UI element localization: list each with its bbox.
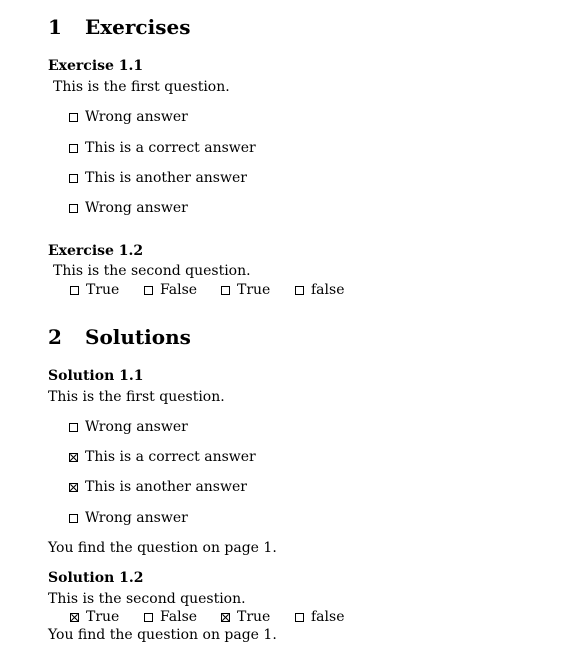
question-text: This is the second question. <box>48 591 246 607</box>
option-label: True <box>86 282 120 298</box>
checkbox[interactable] <box>221 613 230 622</box>
option-label: Wrong answer <box>85 200 188 216</box>
option-label: Wrong answer <box>85 109 188 125</box>
option-label: True <box>86 609 120 625</box>
option-label: False <box>160 609 198 625</box>
checkbox[interactable] <box>70 613 79 622</box>
option-label: False <box>160 282 198 298</box>
answer-option[interactable] <box>70 609 119 625</box>
option-label: false <box>311 282 345 298</box>
checkbox[interactable] <box>69 483 78 492</box>
option-label: This is another answer <box>85 170 247 186</box>
answer-option[interactable] <box>69 449 256 465</box>
checkbox[interactable] <box>69 453 78 462</box>
answer-option[interactable] <box>221 609 270 625</box>
question-text: This is the second question. <box>53 263 251 279</box>
answer-option[interactable] <box>144 609 197 625</box>
answer-option[interactable] <box>69 419 188 435</box>
answer-option[interactable] <box>221 282 270 298</box>
answer-option[interactable] <box>69 109 188 125</box>
section-number: 1 <box>48 15 62 39</box>
checkbox[interactable] <box>144 613 153 622</box>
option-label: This is a correct answer <box>85 140 256 156</box>
checkbox[interactable] <box>69 423 78 432</box>
section-heading-exercises <box>48 15 190 39</box>
section-title: Solutions <box>85 325 191 349</box>
option-label: false <box>311 609 345 625</box>
option-label: Wrong answer <box>85 510 188 526</box>
page-reference: You find the question on page 1. <box>48 627 277 643</box>
question-text: This is the first question. <box>53 79 230 95</box>
answer-option[interactable] <box>69 170 247 186</box>
checkbox[interactable] <box>295 286 304 295</box>
checkbox[interactable] <box>70 286 79 295</box>
option-label: This is a correct answer <box>85 449 256 465</box>
option-label: True <box>237 609 271 625</box>
exercise-heading: Exercise 1.2 <box>48 243 144 259</box>
checkbox[interactable] <box>69 144 78 153</box>
solution-heading: Solution 1.2 <box>48 570 144 586</box>
answer-option[interactable] <box>69 510 188 526</box>
checkbox[interactable] <box>69 174 78 183</box>
solution-heading: Solution 1.1 <box>48 368 144 384</box>
answer-option[interactable] <box>69 479 247 495</box>
question-text: This is the first question. <box>48 389 225 405</box>
checkbox[interactable] <box>69 204 78 213</box>
section-number: 2 <box>48 325 62 349</box>
option-label: This is another answer <box>85 479 247 495</box>
answer-option[interactable] <box>295 282 344 298</box>
section-title: Exercises <box>85 15 191 39</box>
exercise-heading: Exercise 1.1 <box>48 58 144 74</box>
section-heading-solutions <box>48 325 191 349</box>
answer-option[interactable] <box>69 140 256 156</box>
checkbox[interactable] <box>221 286 230 295</box>
checkbox[interactable] <box>295 613 304 622</box>
page-reference: You find the question on page 1. <box>48 540 277 556</box>
answer-option[interactable] <box>295 609 344 625</box>
checkbox[interactable] <box>69 514 78 523</box>
checkbox[interactable] <box>144 286 153 295</box>
option-label: True <box>237 282 271 298</box>
checkbox[interactable] <box>69 113 78 122</box>
answer-option[interactable] <box>69 200 188 216</box>
answer-option[interactable] <box>70 282 119 298</box>
answer-option[interactable] <box>144 282 197 298</box>
option-label: Wrong answer <box>85 419 188 435</box>
